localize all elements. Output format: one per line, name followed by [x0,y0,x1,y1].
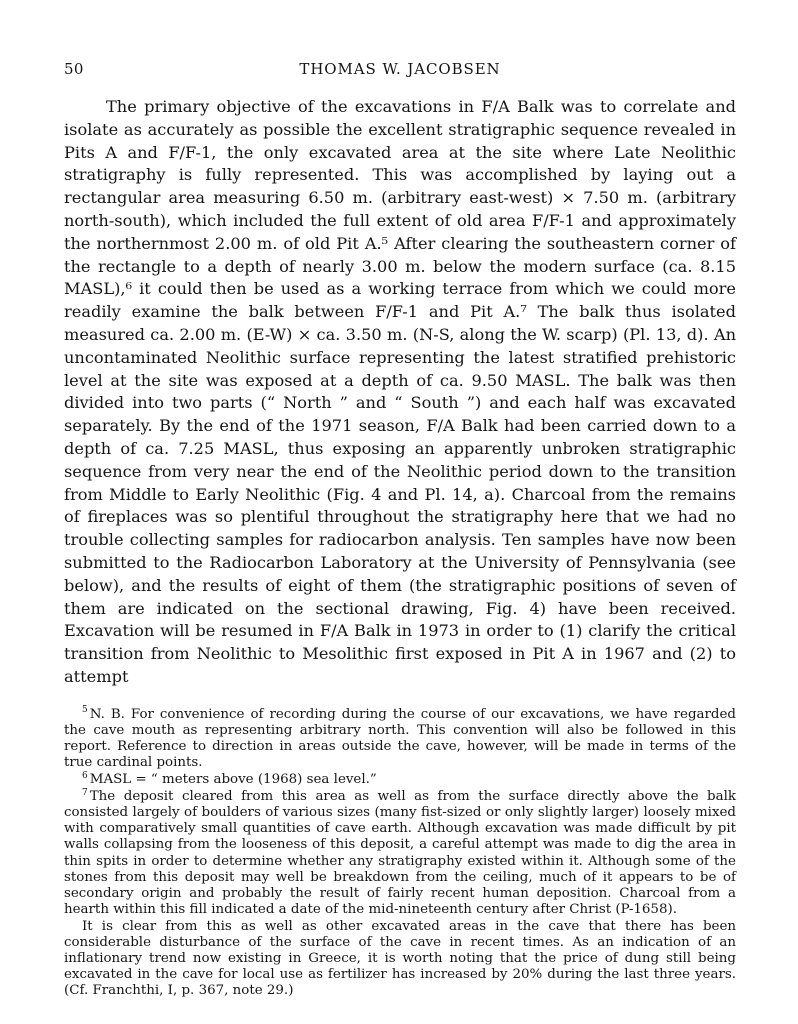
body-paragraph: The primary objective of the excavations in F/A Balk was to correlate and isolate as accurately as possible the excellent stratigraphic sequence revealed in Pits A and F/F-1, the only excavated area at the site where Late Neolithic stratigraphy is fully represented. This was accomplished by laying out a rectangular area measuring 6.50 m. (arbitrary east-west) × 7.50 m. (arbitrary north-south), which included the full extent of old area F/F-1 and approximately the northernmost 2.00 m. of old Pit A.⁵ After clearing the southeastern corner of the rectangle to a depth of nearly 3.00 m. below the modern surface (ca. 8.15 MASL),⁶ it could then be used as a working terrace from which we could more readily examine the balk between F/F-1 and Pit A.⁷ The balk thus isolated measured ca. 2.00 m. (E-W) × ca. 3.50 m. (N-S, along the W. scarp) (Pl. 13, d). An uncontaminated Neolithic surface representing the latest stratified prehistoric level at the site was exposed at a depth of ca. 9.50 MASL. The balk was then divided into two parts (“ North ” and “ South ”) and each half was excavated separately. By the end of the 1971 season, F/A Balk had been carried down to a depth of ca. 7.25 MASL, thus exposing an apparently unbroken stratigraphic sequence from very near the end of the Neolithic period down to the transition from Middle to Early Neolithic (Fig. 4 and Pl. 14, a). Charcoal from the remains of fireplaces was so plentiful throughout the stratigraphy here that we had no trouble collecting samples for radiocarbon analysis. Ten samples have now been submitted to the Radiocarbon Laboratory at the University of Pennsylvania (see below), and the results of eight of them (the stratigraphic positions of seven of them are indicated on the sectional drawing, Fig. 4) have been received. Excavation will be resumed in F/A Balk in 1973 in order to (1) clarify the critical transition from Neolithic to Mesolithic first exposed in Pit A in 1967 and (2) to attempt [64,97,736,686]
running-head [64,60,736,84]
footnotes-section [64,707,736,1000]
footnote-marker-5: 5 [82,705,88,716]
page [64,60,736,1000]
footnote-6 [64,772,736,788]
footnote-7-continuation [64,919,736,999]
footnote-5 [64,707,736,771]
main-text [64,96,736,689]
footnote-text-5: N. B. For convenience of recording during the course of our excavations, we have regarded the cave mouth as representing arbitrary north. This convention will also be followed in this report. Reference to direction in areas outside the cave, however, will be made in terms of the true cardinal points. [64,706,736,770]
footnote-text-6: MASL = “ meters above (1968) sea level.” [89,772,377,788]
page-number: 50 [64,60,84,78]
footnote-marker-7: 7 [82,787,88,798]
author-running-head: THOMAS W. JACOBSEN [299,60,501,78]
footnote-marker-6: 6 [82,770,88,781]
footnote-text-7: The deposit cleared from this area as well as from the surface directly above the balk consisted largely of boulders of various sizes (many fist-sized or only slightly larger) loosely mixed with comparatively small quantities of cave earth. Although excavation was made difficult by pit walls collapsing from the looseness of this deposit, a careful attempt was made to dig the area in thin spits in order to determine whether any stratigraphy existed within it. Although some of the stones from this deposit may well be breakdown from the ceiling, much of it appears to be of secondary origin and probably the result of fairly recent human deposition. Charcoal from a hearth within this fill indicated a date of the mid-nineteenth century after Christ (P-1658). [64,789,736,917]
footnote-7 [64,789,736,918]
footnote-text-continuation: It is clear from this as well as other excavated areas in the cave that there has been considerable disturbance of the surface of the cave in recent times. As an indication of an inflationary trend now existing in Greece, it is worth noting that the price of dung still being excavated in the cave for local use as fertilizer has increased by 20% during the last three years. (Cf. Franchthi, I, p. 367, note 29.) [64,918,736,999]
